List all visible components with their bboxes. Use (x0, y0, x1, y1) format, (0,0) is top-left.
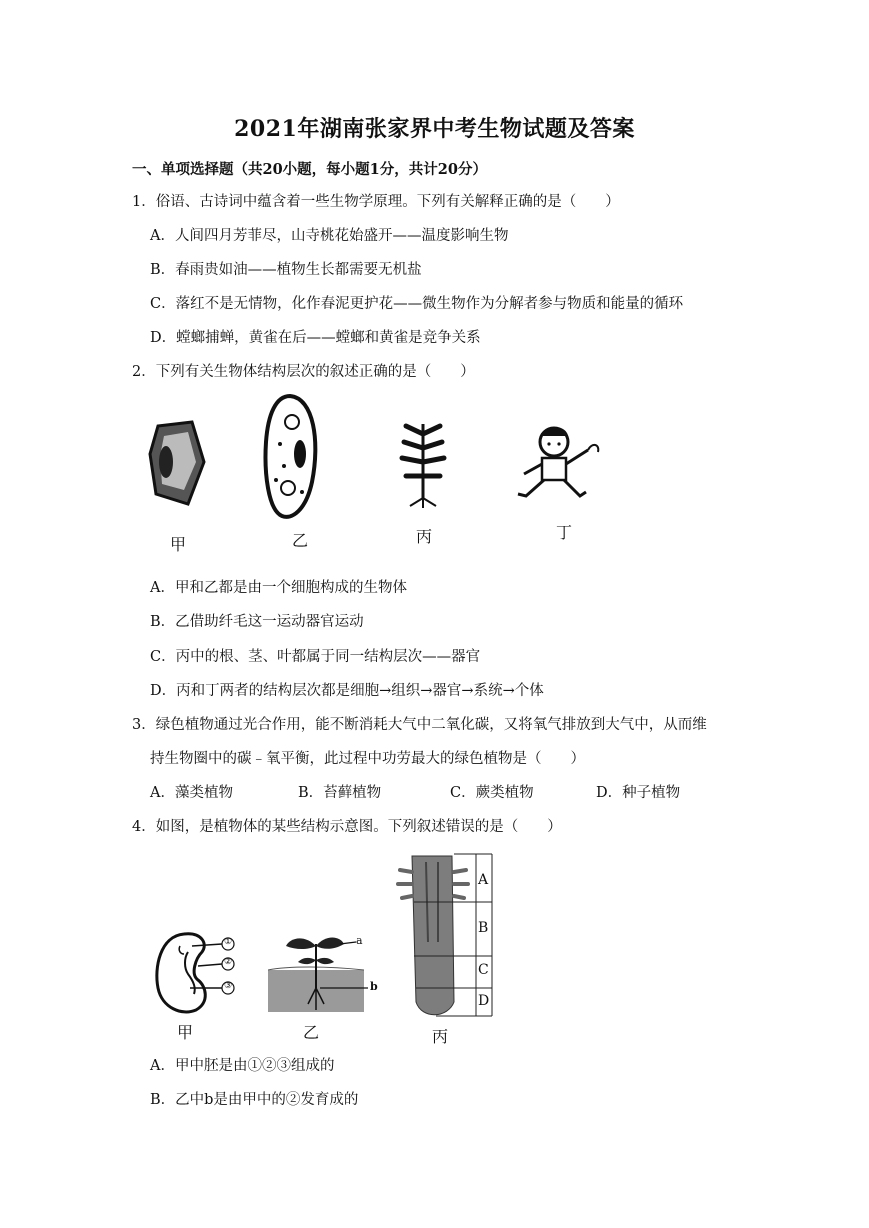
paramecium-figure (262, 392, 324, 522)
question-1-stem: 1．俗语、古诗词中蕴含着一些生物学原理。下列有关解释正确的是（ ） (132, 194, 620, 210)
figure-label-ding: 丁 (556, 523, 573, 542)
question-1-option-c: C．落红不是无情物，化作春泥更护花——微生物作为分解者参与物质和能量的循环 (150, 296, 684, 312)
document-title: 2021年湖南张家界中考生物试题及答案 (234, 116, 635, 142)
root-zone-a: A (478, 872, 489, 888)
question-1-option-b: B．春雨贵如油——植物生长都需要无机盐 (150, 262, 422, 278)
figure-label-yi-2: 乙 (303, 1023, 320, 1042)
root-zone-d: D (478, 993, 490, 1009)
question-3-option-a: A．藻类植物 (150, 785, 233, 801)
root-zone-c: C (478, 962, 489, 978)
question-1-option-d: D．螳螂捕蝉，黄雀在后——螳螂和黄雀是竞争关系 (150, 330, 481, 346)
figure-label-bing-2: 丙 (432, 1027, 449, 1046)
figure-label-bing: 丙 (416, 527, 433, 546)
child-figure (514, 424, 610, 504)
question-4-option-b: B．乙中b是由甲中的②发育成的 (150, 1092, 359, 1108)
root-zone-b: B (478, 920, 489, 936)
seedling-figure (268, 930, 380, 1016)
question-3-option-b: B．苔藓植物 (298, 785, 382, 801)
figure-label-yi: 乙 (292, 531, 309, 550)
question-2-option-b: B．乙借助纤毛这一运动器官运动 (150, 614, 364, 630)
bean-marker-2: ② (224, 957, 233, 967)
question-3-option-d: D．种子植物 (596, 785, 681, 801)
question-3-stem-line2: 持生物圈中的碳﹣氧平衡，此过程中功劳最大的绿色植物是（ ） (150, 751, 585, 767)
small-plant-figure (398, 414, 448, 509)
seedling-marker-a: a (356, 934, 363, 947)
figure-label-jia: 甲 (170, 535, 187, 554)
plant-cell-figure (148, 418, 208, 508)
question-4-option-a: A．甲中胚是由①②③组成的 (150, 1058, 335, 1074)
bean-seed-figure (150, 928, 242, 1020)
question-4-stem: 4．如图，是植物体的某些结构示意图。下列叙述错误的是（ ） (132, 819, 562, 835)
bean-marker-1: ① (224, 937, 233, 947)
root-tip-figure (392, 852, 500, 1024)
question-2-stem: 2．下列有关生物体结构层次的叙述正确的是（ ） (132, 364, 475, 380)
figure-label-jia-2: 甲 (177, 1023, 194, 1042)
question-2-option-a: A．甲和乙都是由一个细胞构成的生物体 (150, 580, 407, 596)
question-2-option-c: C．丙中的根、茎、叶都属于同一结构层次——器官 (150, 649, 481, 665)
question-3-option-c: C．蕨类植物 (450, 785, 534, 801)
bean-marker-3: ③ (224, 981, 233, 991)
seedling-marker-b: b (370, 980, 378, 993)
question-1-option-a: A．人间四月芳菲尽，山寺桃花始盛开——温度影响生物 (150, 228, 509, 244)
section-heading: 一、单项选择题（共20小题，每小题1分，共计20分） (132, 161, 487, 178)
question-3-stem-line1: 3．绿色植物通过光合作用，能不断消耗大气中二氧化碳，又将氧气排放到大气中，从而维 (132, 717, 707, 733)
question-2-option-d: D．丙和丁两者的结构层次都是细胞→组织→器官→系统→个体 (150, 683, 544, 699)
